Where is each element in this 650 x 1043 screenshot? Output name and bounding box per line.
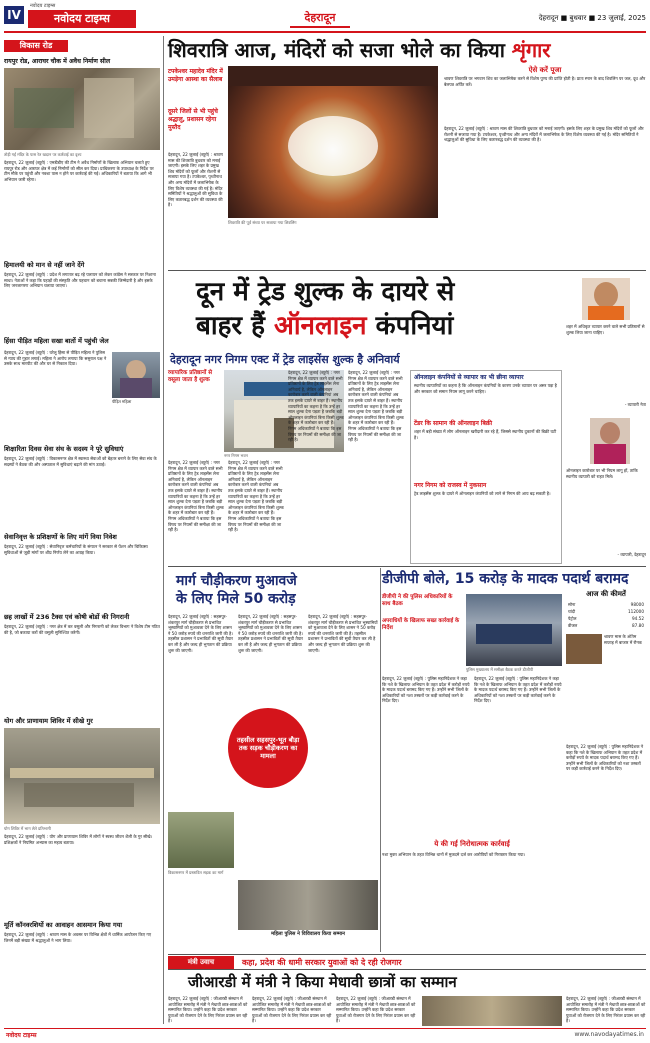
bottom-story xyxy=(168,972,646,1026)
left-story5-headline: सेवानिवृत्त के प्रशिक्षणों के लिए मांगें विया निवेश xyxy=(4,533,117,541)
bottom-body-col3: देहरादून, 22 जुलाई (ब्यूरो) : जीआरडी संस्थान में आयोजित समारोह में मंत्री ने मेधावी छात्र-छात्राओं को सम्मानित किया। उन्होंने कहा कि प्रदेश सरकार युवाओं को रोजगार देने के लिए निरंतर प्रयास कर रही है। xyxy=(336,996,416,1024)
left-story3-photo xyxy=(112,352,160,398)
top-story-box xyxy=(444,66,646,122)
price-item: डीजल xyxy=(568,623,578,628)
price-value: 87.80 xyxy=(632,623,644,628)
lead-box-heading: ऑनलाइन कंपनियों से व्यापार का भी छीना व्यापार xyxy=(414,374,524,381)
lead-body-col3: देहरादून, 22 जुलाई (ब्यूरो) : नगर निगम क्षेत्र में व्यापार करने वाले सभी प्रतिष्ठानों के लिए ट्रेड लाइसेंस लेना अनिवार्य है, लेकिन ऑनलाइन कारोबार करने वाली कंपनियां अब तक इसके दायरे से बाहर हैं। स्थानीय व्यापारियों का कहना है कि उन्हें हर साल शुल्क देना पड़ता है जबकि बड़ी ऑनलाइन कंपनियां बिना किसी शुल्क के शहर में कारोबार कर रही हैं। निगम अधिकारियों ने बताया कि इस विषय पर नियमों की समीक्षा की जा रही है। xyxy=(288,370,344,443)
left-story3-body: देहरादून, 22 जुलाई (ब्यूरो) : घरेलू हिंसा से पीड़ित महिला ने पुलिस से न्याय की गुहार लगाई। महिला ने आरोप लगाया कि ससुराल पक्ष ने उसके साथ मारपीट की और घर से निकाल दिया। xyxy=(4,350,107,367)
lead-subhead: देहरादून नगर निगम एक्ट में ट्रेड लाइसेंस शुल्क है अनिवार्य xyxy=(170,353,400,366)
lead-body-col4: देहरादून, 22 जुलाई (ब्यूरो) : नगर निगम क्षेत्र में व्यापार करने वाले सभी प्रतिष्ठानों के लिए ट्रेड लाइसेंस लेना अनिवार्य है, लेकिन ऑनलाइन कारोबार करने वाली कंपनियां अब तक इसके दायरे से बाहर हैं। स्थानीय व्यापारियों का कहना है कि उन्हें हर साल शुल्क देना पड़ता है जबकि बड़ी ऑनलाइन कंपनियां बिना किसी शुल्क के शहर में कारोबार कर रही हैं। निगम अधिकारियों ने बताया कि इस विषय पर नियमों की समीक्षा की जा रही है। xyxy=(348,370,404,443)
dgp-sub-heading: ये की गई निरोधात्मक कार्रवाई xyxy=(434,840,510,848)
left-column xyxy=(4,36,160,1026)
top-story-bullet2: दूसरे जिलों से भी पहुंचे श्रद्धालु, प्रशासन रहेगा मुस्तैद xyxy=(168,108,218,131)
price-row xyxy=(568,609,644,615)
dgp-body-col2: देहरादून, 22 जुलाई (ब्यूरो) : पुलिस महानिदेशक ने कहा कि नशे के खिलाफ अभियान के तहत प्रदेश में करोड़ों रुपये के मादक पदार्थ बरामद किए गए हैं। उन्होंने सभी जिलों के अधिकारियों को नशा तस्करों पर कड़ी कार्रवाई करने के निर्देश दिए। xyxy=(474,676,562,704)
dgp-body-col3: देहरादून, 22 जुलाई (ब्यूरो) : पुलिस महानिदेशक ने कहा कि नशे के खिलाफ अभियान के तहत प्रदेश में करोड़ों रुपये के मादक पदार्थ बरामद किए गए हैं। उन्होंने सभी जिलों के अधिकारियों को नशा तस्करों पर कड़ी कार्रवाई करने के निर्देश दिए। xyxy=(566,744,644,772)
lead-headline-line2-plain: बाहर हैं xyxy=(196,311,265,341)
top-story-box-title: ऐसे करें पूजा xyxy=(528,66,562,74)
left-story8-body: देहरादून, 22 जुलाई (ब्यूरो) : श्रावण मास के अवसर पर विभिन्न क्षेत्रों में धार्मिक आयोजन किए गए जिनमें बड़ी संख्या में श्रद्धालुओं ने भाग लिया। xyxy=(4,932,152,943)
price-item: पेट्रोल xyxy=(568,616,577,621)
left-story3-caption: पीड़ित महिला xyxy=(112,399,132,404)
left-story7-caption: योग शिविर में भाग लेते प्रतिभागी xyxy=(4,826,51,831)
dgp-bullet2: अपराधियों के खिलाफ सख्त कार्रवाई के निर्देश xyxy=(382,618,460,631)
left-story4-body: देहरादून, 22 जुलाई (ब्यूरो) : विकासनगर क्षेत्र में स्वास्थ्य सेवाओं को बेहतर बनाने के लिए सेवा संघ के सदस्यों ने बैठक की और अस्पताल में सुविधाएं बढ़ाने की मांग उठाई। xyxy=(4,456,157,467)
price-box-title: आज की कीमतें xyxy=(586,590,626,598)
price-value: 98000 xyxy=(630,602,644,607)
left-story2-body: देहरादून, 22 जुलाई (ब्यूरो) : प्रदेश में लगातार बढ़ रहे पलायन को लेकर कांग्रेस ने सरकार पर निशाना साधा। नेताओं ने कहा कि पहाड़ों की संस्कृति और पहचान को बचाना सबकी जिम्मेदारी है और इसके लिए जनजागरण अभियान चलाया जाएगा। xyxy=(4,272,156,289)
minister-strip-text: कहा, प्रदेश की धामी सरकार युवाओं को दे रही रोजगार xyxy=(242,958,402,967)
lead-box-body: स्थानीय व्यापारियों का कहना है कि ऑनलाइन कंपनियों के कारण उनके व्यापार पर असर पड़ा है और सरकार को समान नियम लागू करने चाहिए। xyxy=(414,383,557,394)
price-row xyxy=(568,616,644,622)
road-headline-line2: के लिए मिले 50 करोड़ xyxy=(176,591,296,607)
road-caption: विकासनगर में प्रस्तावित सड़क का मार्ग xyxy=(168,870,224,875)
top-story-caption: शिवरात्रि की पूर्व संध्या पर सजाया गया शिवलिंग xyxy=(228,220,297,225)
dgp-sub-body: नशा मुक्त अभियान के तहत विभिन्न थानों में मुकदमे दर्ज कर आरोपियों को गिरफ्तार किया गया। xyxy=(382,852,526,857)
top-story-body-right: देहरादून, 22 जुलाई (ब्यूरो) : श्रावण मास की शिवरात्रि बुधवार को मनाई जाएगी। इसके लिए शहर के प्रमुख शिव मंदिरों को फूलों और रोशनी से सजाया गया है। टपकेश्वर, पृथ्वीनाथ और अन्य मंदिरों में जलाभिषेक के लिए विशेष व्यवस्था की गई है। मंदिर समितियों ने श्रद्धालुओं की सुविधा के लिए कतारबद्ध दर्शन की व्यवस्था की है। xyxy=(444,126,644,143)
top-story xyxy=(168,36,646,270)
lead-story xyxy=(168,272,646,566)
top-story-headline-accent: शृंगार xyxy=(511,38,551,62)
dgp-headline: डीजीपी बोले, 15 करोड़ के मादक पदार्थ बरामद xyxy=(382,571,629,587)
top-story-box-body: श्रावण शिवरात्रि पर भगवान शिव का जलाभिषेक करने से विशेष पुण्य की प्राप्ति होती है। प्रातः स्नान के बाद शिवलिंग पर जल, दूध और बेलपत्र अर्पित करें। xyxy=(444,76,646,87)
road-callout xyxy=(228,708,308,788)
page-number: IV xyxy=(4,6,24,24)
brand-logo: नवोदय टाइम्स xyxy=(28,10,136,28)
left-top-subhead: रायपुर रोड, आराघर चौक में अवैध निर्माण सील xyxy=(4,58,111,65)
quote2-name: - व्यापारी, देहरादून xyxy=(617,552,646,557)
left-top-label: विकास रोड xyxy=(4,40,68,52)
price-box xyxy=(566,590,646,740)
bottom-middle-photo xyxy=(238,880,378,930)
top-story-body: देहरादून, 22 जुलाई (ब्यूरो) : श्रावण मास की शिवरात्रि बुधवार को मनाई जाएगी। इसके लिए शहर के प्रमुख शिव मंदिरों को फूलों और रोशनी से सजाया गया है। टपकेश्वर, पृथ्वीनाथ और अन्य मंदिरों में जलाभिषेक के लिए विशेष व्यवस्था की गई है। मंदिर समितियों ने श्रद्धालुओं की सुविधा के लिए कतारबद्ध दर्शन की व्यवस्था की है। xyxy=(168,152,223,208)
lead-headline-line2-end: कंपनियां xyxy=(375,311,454,341)
section-label: देहरादून xyxy=(290,10,350,28)
dgp-story xyxy=(382,568,646,952)
footer-right: www.navodayatimes.in xyxy=(574,1031,644,1038)
road-body-col2: देहरादून, 22 जुलाई (ब्यूरो) : सहसपुर-शंकरपुर मार्ग चौड़ीकरण से प्रभावित भूस्वामियों को मुआवजा देने के लिए शासन ने 50 करोड़ रुपये की धनराशि जारी की है। तहसील प्रशासन ने प्रभावितों की सूची तैयार कर ली है और जल्द ही भुगतान की प्रक्रिया शुरू की जाएगी। xyxy=(238,614,303,653)
footer xyxy=(0,1028,650,1043)
left-story6-headline: छह लाखों में 236 टैक्स एवं कोषी बोडों की निगरानी xyxy=(4,613,130,621)
top-story-photo xyxy=(228,66,438,218)
lead-bullet: व्यापारिक प्रतिष्ठानों से वसूला जाता है शुल्क xyxy=(168,370,213,383)
lead-headline-line1: दून में ट्रेड शुल्क के दायरे से xyxy=(196,277,455,307)
lead-box-body3: ट्रेड लाइसेंस शुल्क के दायरे में ऑनलाइन कंपनियों को लाने से निगम की आय बढ़ सकती है। xyxy=(414,491,551,496)
lead-caption: नगर निगम भवन xyxy=(224,453,248,458)
quote1-avatar xyxy=(582,278,630,320)
left-story6-body: देहरादून, 22 जुलाई (ब्यूरो) : नगर क्षेत्र में कर वसूली और निगरानी को लेकर विभाग ने विशेष टीम गठित की है, जो बकाया करों की वसूली सुनिश्चित करेगी। xyxy=(4,624,160,635)
price-value: 112000 xyxy=(628,609,644,614)
dateline: देहरादून ■ बुधवार ■ 23 जुलाई, 2025 xyxy=(538,14,646,22)
price-item: चांदी xyxy=(568,609,576,614)
right-quote-2 xyxy=(566,418,646,564)
left-story2-headline: हिमालयी को मान से नहीं जाने देंगे xyxy=(4,261,85,269)
road-body-col1: देहरादून, 22 जुलाई (ब्यूरो) : सहसपुर-शंकरपुर मार्ग चौड़ीकरण से प्रभावित भूस्वामियों को मुआवजा देने के लिए शासन ने 50 करोड़ रुपये की धनराशि जारी की है। तहसील प्रशासन ने प्रभावितों की सूची तैयार कर ली है और जल्द ही भुगतान की प्रक्रिया शुरू की जाएगी। xyxy=(168,614,233,653)
minister-strip xyxy=(168,954,646,970)
road-story xyxy=(168,568,378,952)
quote2-text: ऑनलाइन कारोबार पर भी नियम लागू हों, ताकि स्थानीय व्यापारी को राहत मिले। xyxy=(566,468,638,479)
brand-small: नवोदय टाइम्स xyxy=(30,3,56,9)
left-story5-body: देहरादून, 22 जुलाई (ब्यूरो) : सेवानिवृत्त कर्मचारियों के संगठन ने सरकार से पेंशन और चिकित्सा सुविधाओं से जुड़ी मांगों पर शीघ्र निर्णय लेने का आग्रह किया। xyxy=(4,544,148,555)
top-story-headline xyxy=(168,38,646,62)
lead-body-col1: देहरादून, 22 जुलाई (ब्यूरो) : नगर निगम क्षेत्र में व्यापार करने वाले सभी प्रतिष्ठानों के लिए ट्रेड लाइसेंस लेना अनिवार्य है, लेकिन ऑनलाइन कारोबार करने वाली कंपनियां अब तक इसके दायरे से बाहर हैं। स्थानीय व्यापारियों का कहना है कि उन्हें हर साल शुल्क देना पड़ता है जबकि बड़ी ऑनलाइन कंपनियां बिना किसी शुल्क के शहर में कारोबार कर रही हैं। निगम अधिकारियों ने बताया कि इस विषय पर नियमों की समीक्षा की जा रही है। xyxy=(168,460,224,533)
bottom-body-col1: देहरादून, 22 जुलाई (ब्यूरो) : जीआरडी संस्थान में आयोजित समारोह में मंत्री ने मेधावी छात्र-छात्राओं को सम्मानित किया। उन्होंने कहा कि प्रदेश सरकार युवाओं को रोजगार देने के लिए निरंतर प्रयास कर रही है। xyxy=(168,996,248,1024)
left-story7-body: देहरादून, 22 जुलाई (ब्यूरो) : योग और प्राणायाम शिविर में लोगों ने स्वस्थ जीवन शैली के गुर सीखे। प्रशिक्षकों ने नियमित अभ्यास का महत्व बताया। xyxy=(4,834,153,845)
lead-headline-line2-accent: ऑनलाइन xyxy=(273,311,367,341)
bottom-headline: जीआरडी में मंत्री ने किया मेधावी छात्रों का सम्मान xyxy=(188,973,457,991)
lead-body-col2: देहरादून, 22 जुलाई (ब्यूरो) : नगर निगम क्षेत्र में व्यापार करने वाले सभी प्रतिष्ठानों के लिए ट्रेड लाइसेंस लेना अनिवार्य है, लेकिन ऑनलाइन कारोबार करने वाली कंपनियां अब तक इसके दायरे से बाहर हैं। स्थानीय व्यापारियों का कहना है कि उन्हें हर साल शुल्क देना पड़ता है जबकि बड़ी ऑनलाइन कंपनियां बिना किसी शुल्क के शहर में कारोबार कर रही हैं। निगम अधिकारियों ने बताया कि इस विषय पर नियमों की समीक्षा की जा रही है। xyxy=(228,460,284,533)
left-top-caption: तोड़ी गई मंदिर के पास रेत खदान पर कार्रवाई का दृश्य xyxy=(4,152,82,157)
quote1-text: शहर में अधिकृत व्यापार करने वाले सभी प्रतिष्ठानों से शुल्क लिया जाना चाहिए। xyxy=(566,324,645,335)
left-story8-headline: मूर्ति कॉनवरशियों का आवाहन आसमान किया गया xyxy=(4,921,123,929)
left-story7-headline: योग और प्राणायाम शिविर में सीखे गुर xyxy=(4,717,93,725)
lead-box-body2: शहर में बड़ी संख्या में लोग ऑनलाइन खरीदारी कर रहे हैं, जिससे स्थानीय दुकानों की बिक्री घटी है। xyxy=(414,429,557,440)
dgp-bullet1: डीजीपी ने की पुलिस अधिकारियों के साथ बैठक xyxy=(382,594,453,607)
footer-left: नवोदय टाइम्स xyxy=(6,1032,37,1039)
price-item: सोना xyxy=(568,602,576,607)
top-story-bullet1: टपकेश्वर महादेव मंदिर में उमड़ेगा आस्था का सैलाब xyxy=(168,68,223,83)
left-top-photo xyxy=(4,68,160,150)
quote2-avatar xyxy=(590,418,630,464)
lead-box-highlight: टेंडर कि सामान की ऑनलाइन बिक्री xyxy=(414,420,493,427)
lead-box-highlight2: नगर निगम को राजस्व में नुकसान xyxy=(414,482,487,489)
left-story4-headline: शिक्षारिता दिवस सेवा संघ के सदस्य ने पूरे सुविधाएं xyxy=(4,445,124,453)
bottom-middle-caption: महिला पुलिस ने विविवालय किया सम्मान xyxy=(271,931,345,937)
lead-headline-line2 xyxy=(196,310,616,342)
left-story3-headline: हिंसा पीड़ित महिला सखा बातों में पहुंची जेल xyxy=(4,337,109,345)
dgp-body-col1: देहरादून, 22 जुलाई (ब्यूरो) : पुलिस महानिदेशक ने कहा कि नशे के खिलाफ अभियान के तहत प्रदेश में करोड़ों रुपये के मादक पदार्थ बरामद किए गए हैं। उन्होंने सभी जिलों के अधिकारियों को नशा तस्करों पर कड़ी कार्रवाई करने के निर्देश दिए। xyxy=(382,676,470,704)
minister-strip-label: मंत्री उवाच xyxy=(168,956,234,969)
left-top-body: देहरादून, 22 जुलाई (ब्यूरो) : एमडीडीए की टीम ने अवैध निर्माणों के खिलाफ अभियान चलाते हुए रायपुर रोड और आराघर क्षेत्र में कई निर्माणों को सील कर दिया। प्राधिकरण के उपाध्यक्ष के निर्देश पर टीम मौके पर पहुंची और नक्शा पास न होने पर कार्रवाई की गई। अधिकारियों ने बताया कि आगे भी अभियान जारी रहेगा। xyxy=(4,160,154,182)
bottom-photo xyxy=(422,996,562,1026)
left-story7-photo xyxy=(4,728,160,824)
price-row xyxy=(568,623,644,629)
price-row xyxy=(568,602,644,608)
bottom-body-col2: देहरादून, 22 जुलाई (ब्यूरो) : जीआरडी संस्थान में आयोजित समारोह में मंत्री ने मेधावी छात्र-छात्राओं को सम्मानित किया। उन्होंने कहा कि प्रदेश सरकार युवाओं को रोजगार देने के लिए निरंतर प्रयास कर रही है। xyxy=(252,996,332,1024)
top-story-headline-main: शिवरात्रि आज, मंदिरों को सजा भोले का किया xyxy=(168,38,505,62)
road-photo xyxy=(168,812,234,868)
price-box-photo xyxy=(566,634,602,664)
price-box-note: श्रावण मास के अंतिम सप्ताह में बाजार में रौनक xyxy=(604,634,642,645)
price-value: 94.52 xyxy=(632,616,644,621)
lead-box xyxy=(410,370,562,564)
road-headline-line1: मार्ग चौड़ीकरण मुआवजे xyxy=(176,573,297,589)
bottom-body-col4: देहरादून, 22 जुलाई (ब्यूरो) : जीआरडी संस्थान में आयोजित समारोह में मंत्री ने मेधावी छात्र-छात्राओं को सम्मानित किया। उन्होंने कहा कि प्रदेश सरकार युवाओं को रोजगार देने के लिए निरंतर प्रयास कर रही है। xyxy=(566,996,646,1024)
quote1-name: - व्यापारी नेता xyxy=(624,402,646,407)
right-quote-1 xyxy=(566,272,646,412)
masthead xyxy=(0,0,650,34)
dgp-photo xyxy=(466,594,562,666)
dgp-caption: पुलिस मुख्यालय में समीक्षा बैठक करते डीजीपी xyxy=(466,667,534,672)
road-callout-text: तहसील सहसपुर-भूत बौड़ा तक सड़क चौड़ीकरण का मामला xyxy=(236,736,300,760)
road-body-col3: देहरादून, 22 जुलाई (ब्यूरो) : सहसपुर-शंकरपुर मार्ग चौड़ीकरण से प्रभावित भूस्वामियों को मुआवजा देने के लिए शासन ने 50 करोड़ रुपये की धनराशि जारी की है। तहसील प्रशासन ने प्रभावितों की सूची तैयार कर ली है और जल्द ही भुगतान की प्रक्रिया शुरू की जाएगी। xyxy=(308,614,378,653)
